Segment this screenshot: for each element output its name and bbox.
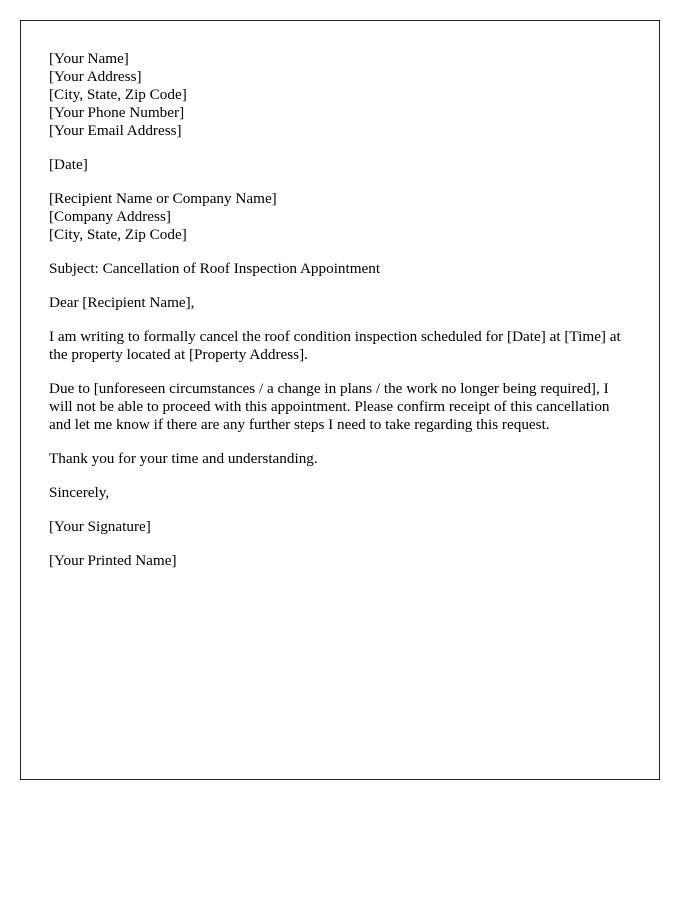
body-paragraph-3: Thank you for your time and understanding. (49, 450, 318, 467)
sender-phone: [Your Phone Number] (49, 104, 185, 121)
date-block (49, 156, 631, 174)
sender-address: [Your Address] (49, 68, 142, 85)
sender-email: [Your Email Address] (49, 122, 182, 139)
recipient-name: [Recipient Name or Company Name] (49, 190, 277, 207)
subject-line: Subject: Cancellation of Roof Inspection Appointment (49, 260, 381, 277)
signature: [Your Signature] (49, 518, 151, 535)
closing: Sincerely, (49, 484, 110, 501)
letter-page (20, 20, 660, 780)
recipient-block (49, 190, 631, 244)
body-paragraph-2: Due to [unforeseen circumstances / a change in plans / the work no longer being required], I will not be able to proceed with this appointment. Please confirm receipt of this cancellation and let me know if there are any further steps I need to take regarding this request. (49, 380, 610, 433)
sender-block (49, 50, 631, 140)
printed-name: [Your Printed Name] (49, 552, 177, 569)
letter-date: [Date] (49, 156, 88, 173)
sender-city-state-zip: [City, State, Zip Code] (49, 86, 187, 103)
recipient-address: [Company Address] (49, 208, 171, 225)
sender-name: [Your Name] (49, 50, 129, 67)
body-paragraph-1: I am writing to formally cancel the roof condition inspection scheduled for [Date] at [Time] at the property located at [Property Address]. (49, 328, 621, 363)
recipient-city-state-zip: [City, State, Zip Code] (49, 226, 187, 243)
salutation: Dear [Recipient Name], (49, 294, 195, 311)
